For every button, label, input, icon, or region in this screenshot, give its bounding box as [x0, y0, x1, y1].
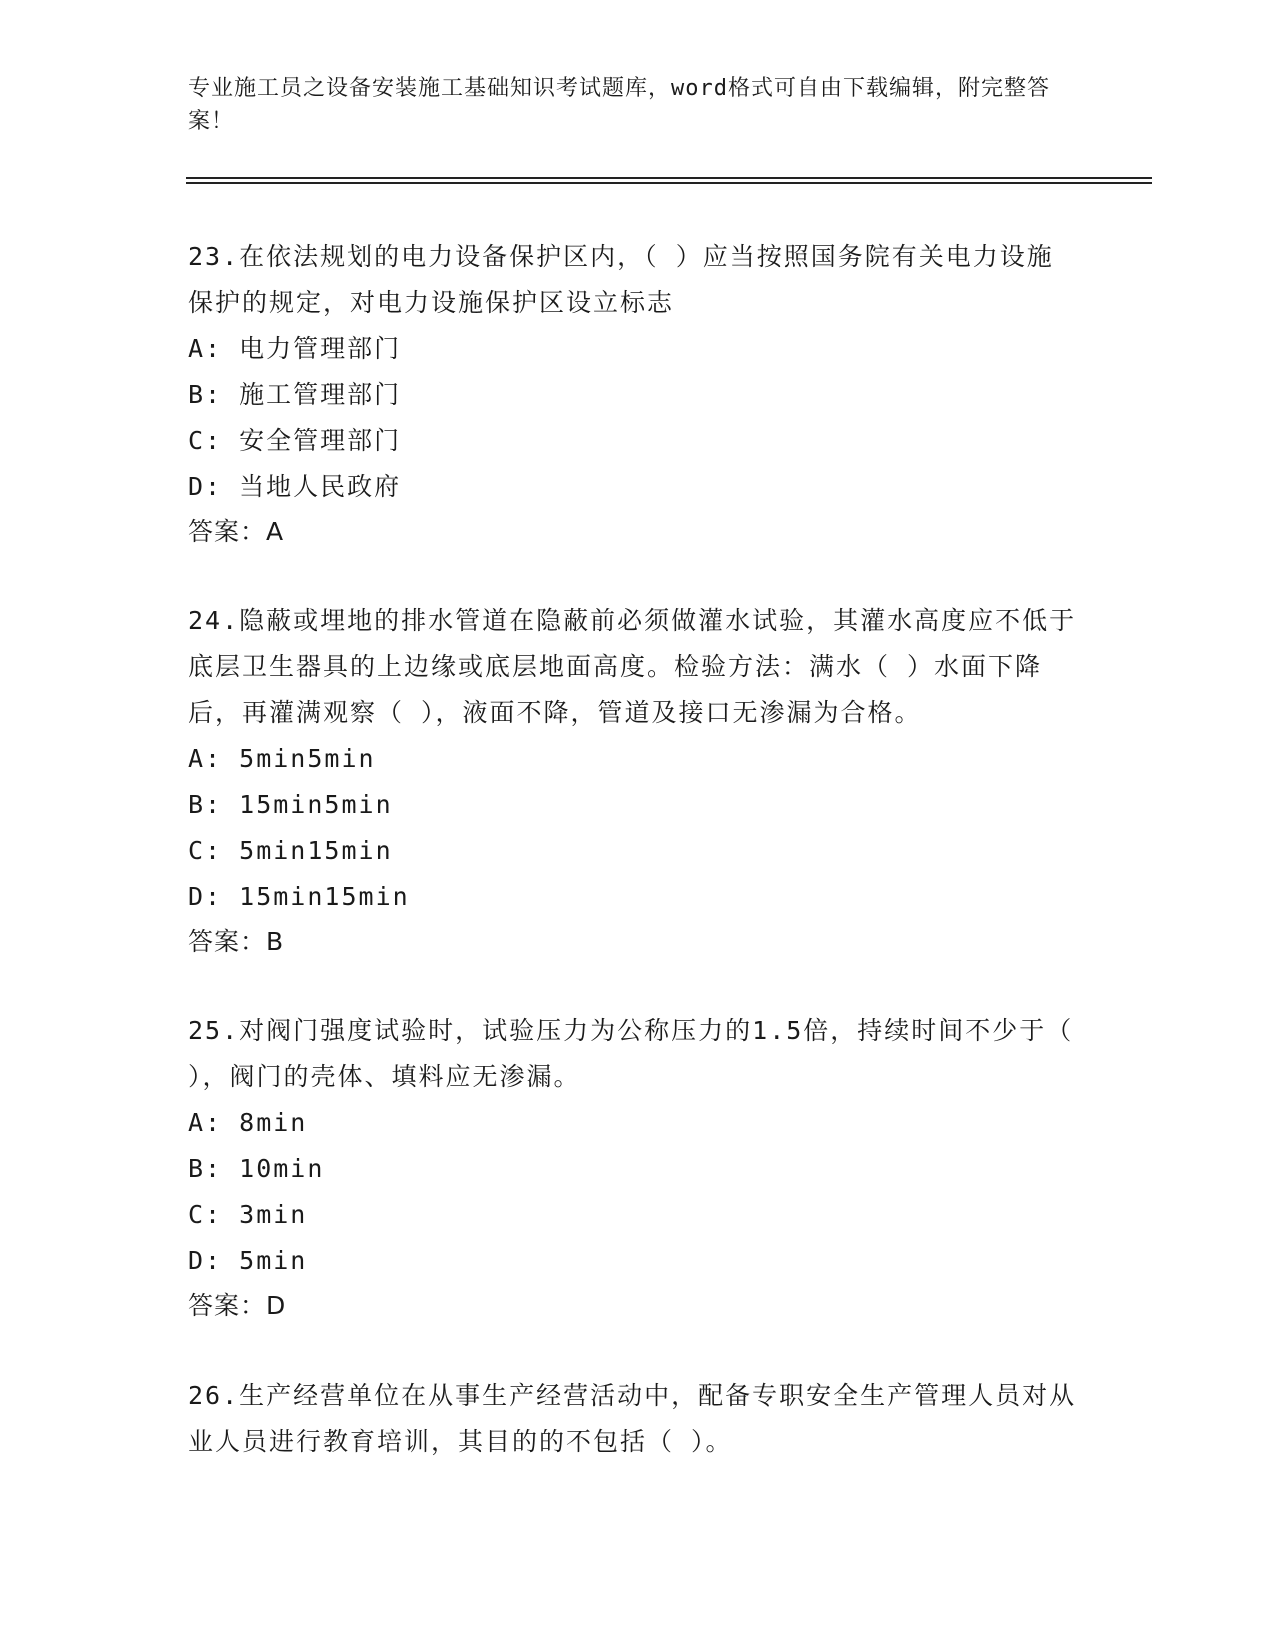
document-header: 专业施工员之设备安装施工基础知识考试题库，word格式可自由下载编辑，附完整答案！ — [188, 76, 1050, 134]
question-25 — [188, 1008, 1078, 1328]
option-a: A: 8min — [188, 1108, 308, 1137]
option-c: C: 安全管理部门 — [188, 426, 402, 455]
header-rule-bottom — [186, 182, 1152, 184]
question-24 — [188, 598, 1078, 964]
header-rule-top — [186, 177, 1152, 179]
option-b: B: 15min5min — [188, 790, 393, 819]
question-stem: 25.对阀门强度试验时，试验压力为公称压力的1.5倍，持续时间不少于（ ），阀门的壳体、填料应无渗漏。 — [188, 1016, 1074, 1091]
question-23 — [188, 234, 1078, 554]
option-d: D: 当地人民政府 — [188, 472, 402, 501]
option-c: C: 5min15min — [188, 836, 393, 865]
option-b: B: 10min — [188, 1154, 325, 1183]
answer: 答案：A — [188, 517, 285, 546]
question-stem: 24.隐蔽或埋地的排水管道在隐蔽前必须做灌水试验，其灌水高度应不低于底层卫生器具的上边缘或底层地面高度。检验方法：满水（ ）水面下降后，再灌满观察（ ），液面不降，管道及接口无渗漏为合格。 — [188, 606, 1077, 727]
answer: 答案：B — [188, 927, 285, 956]
question-stem: 26.生产经营单位在从事生产经营活动中，配备专职安全生产管理人员对从业人员进行教育培训，其目的的不包括（ ）。 — [188, 1381, 1077, 1456]
option-d: D: 15min15min — [188, 882, 410, 911]
option-c: C: 3min — [188, 1200, 308, 1229]
question-26 — [188, 1373, 1078, 1465]
option-d: D: 5min — [188, 1246, 308, 1275]
option-b: B: 施工管理部门 — [188, 380, 402, 409]
option-a: A: 5min5min — [188, 744, 376, 773]
option-a: A: 电力管理部门 — [188, 334, 402, 363]
answer: 答案：D — [188, 1291, 287, 1320]
question-stem: 23.在依法规划的电力设备保护区内，（ ）应当按照国务院有关电力设施保护的规定，对电力设施保护区设立标志 — [188, 242, 1054, 317]
